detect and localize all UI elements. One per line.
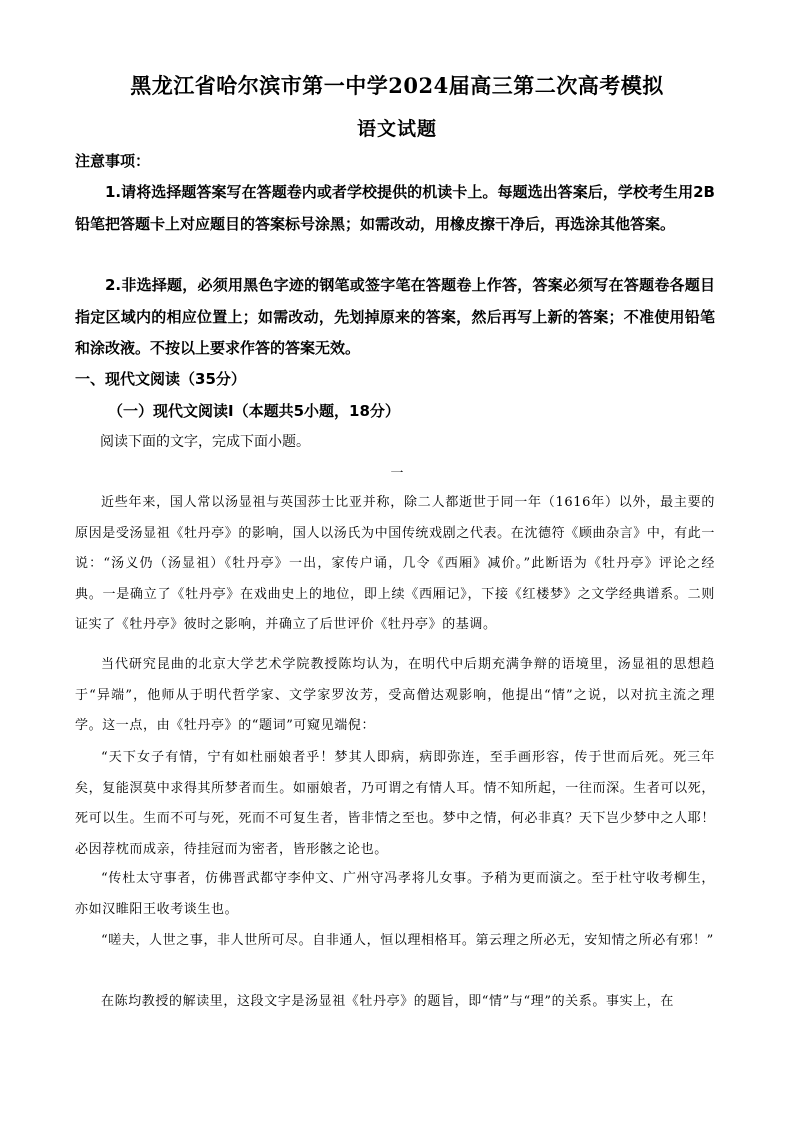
body-paragraph-1: 近些年来，国人常以汤显祖与英国莎士比亚并称，除二人都逝世于同一年（1616年）以外，最主要的原因是受汤显祖《牡丹亭》的影响，国人以汤氏为中国传统戏剧之代表。在沈德符《顾曲杂言》中，有此一说：“汤义仍（汤显祖）《牡丹亭》一出，家传户诵，几令《西厢》减价。”此断语为《牡丹亭》评论之经典。一是确立了《牡丹亭》在戏曲史上的地位，即上续《西厢记》，下接《红楼梦》之文学经典谱系。二则证实了《牡丹亭》彼时之影响，并确立了后世评价《牡丹亭》的基调。 xyxy=(75,495,715,632)
document-subtitle: 语文试题 xyxy=(356,118,437,140)
body-paragraph-3: “天下女子有情，宁有如杜丽娘者乎！梦其人即病，病即弥连，至手画形容，传于世而后死。死三年矣，复能溟莫中求得其所梦者而生。如丽娘者，乃可谓之有情人耳。情不知所起，一往而深。生者可以死，死可以生。生而不可与死，死而不可复生者，皆非情之至也。梦中之情，何必非真？天下岂少梦中之人耶！必因荐枕而成亲，待挂冠而为密者，皆形骸之论也。 xyxy=(75,750,715,857)
part-marker: 一 xyxy=(390,466,404,481)
body-paragraph-2: 当代研究昆曲的北京大学艺术学院教授陈均认为，在明代中后期充满争辩的语境里，汤显祖的思想趋于“异端”，他师从于明代哲学家、文学家罗汝芳，受高僧达观影响，他提出“情”之说，以对抗主流之理学。这一点，由《牡丹亭》的“题词”可窥见端倪： xyxy=(75,657,715,733)
body-paragraph-6: 在陈均教授的解读里，这段文字是汤显祖《牡丹亭》的题旨，即“情”与“理”的关系。事实上，在 xyxy=(101,994,674,1009)
subsection-title: （一）现代文阅读Ⅰ（本题共5小题，18分） xyxy=(108,402,400,420)
notice-item-2: 2.非选择题，必须用黑色字迹的钢笔或签字笔在答题卷上作答，答案必须写在答题卷各题目指定区域内的相应位置上；如需改动，先划掉原来的答案，然后再写上新的答案；不准使用铅笔和涂改液。不按以上要求作答的答案无效。 xyxy=(75,276,715,357)
notice-heading: 注意事项： xyxy=(75,152,151,170)
reading-instruction: 阅读下面的文字，完成下面小题。 xyxy=(100,434,310,450)
section-title: 一、现代文阅读（35分） xyxy=(75,370,246,388)
document-title: 黑龙江省哈尔滨市第一中学2024届高三第二次高考模拟 xyxy=(130,73,664,98)
body-paragraph-4: “传杜太守事者，仿佛晋武都守李仲文、广州守冯孝将儿女事。予稍为更而演之。至于杜守收考柳生，亦如汉睢阳王收考谈生也。 xyxy=(75,871,715,917)
body-paragraph-5: “嗟夫，人世之事，非人世所可尽。自非通人，恒以理相格耳。第云理之所必无，安知情之所必有邪！” xyxy=(101,933,714,948)
notice-item-1: 1.请将选择题答案写在答题卷内或者学校提供的机读卡上。每题选出答案后，学校考生用2B铅笔把答题卡上对应题目的答案标号涂黑；如需改动，用橡皮擦干净后，再选涂其他答案。 xyxy=(75,183,715,233)
